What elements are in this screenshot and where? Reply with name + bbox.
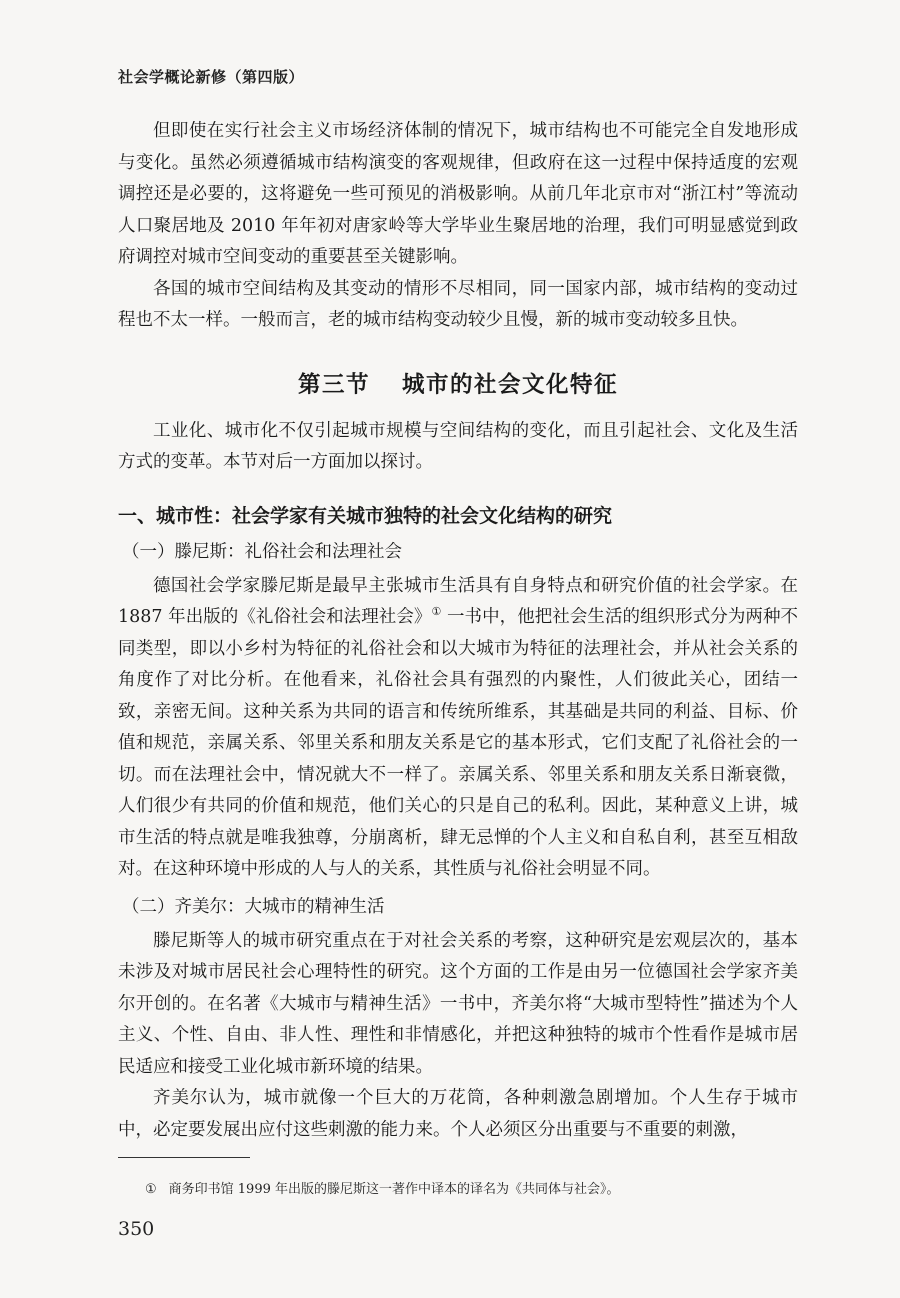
page-number: 350 [118,1218,155,1240]
part-2-heading: （二）齐美尔：大城市的精神生活 [122,896,385,917]
main-content [118,116,798,1146]
running-header: 社会学概论新修（第四版） [118,68,305,86]
paragraph-1: 但即使在实行社会主义市场经济体制的情况下，城市结构也不可能完全自发地形成与变化。虽然必须遵循城市结构演变的客观规律，但政府在这一过程中保持适度的宏观调控还是必要的，这将避免一些可预见的消极影响。从前几年北京市对“浙江村”等流动人口聚居地及 2010 年年初对唐家岭等大学毕业生聚居地的治理，我们可明显感觉到政府调控对城市空间变动的重要甚至关键影响。 [118,121,798,267]
footnote-divider [118,1157,250,1158]
footnote-reference[interactable]: ① [431,605,442,619]
subsection-heading: 一、城市性：社会学家有关城市独特的社会文化结构的研究 [118,504,613,527]
part-1-text-a: 德国社会学家滕尼斯是最早主张城市生活具有自身特点和研究价值的社会学家。在 1887 年出版的《礼俗社会和法理社会》 [118,575,798,627]
part-1-heading: （一）滕尼斯：礼俗社会和法理社会 [122,541,402,562]
footnote-mark: ① [145,1182,157,1197]
section-title-text: 城市的社会文化特征 [402,371,619,398]
paragraph-2: 各国的城市空间结构及其变动的情形不尽相同，同一国家内部，城市结构的变动过程也不太一样。一般而言，老的城市结构变动较少且慢，新的城市变动较多且快。 [118,278,798,330]
section-number: 第三节 [297,371,370,398]
section-heading [118,367,798,399]
footnote [145,1178,620,1197]
footnote-text: 商务印书馆 1999 年出版的滕尼斯这一著作中译本的译名为《共同体与社会》。 [168,1182,620,1197]
section-intro: 工业化、城市化不仅引起城市规模与空间结构的变化，而且引起社会、文化及生活方式的变革。本节对后一方面加以探讨。 [118,420,798,472]
part-1-paragraph [118,571,798,886]
part-2-paragraph-1: 滕尼斯等人的城市研究重点在于对社会关系的考察，这种研究是宏观层次的，基本未涉及对城市居民社会心理特性的研究。这个方面的工作是由另一位德国社会学家齐美尔开创的。在名著《大城市与精神生活》一书中，齐美尔将“大城市型特性”描述为个人主义、个性、自由、非人性、理性和非情感化，并把这种独特的城市个性看作是城市居民适应和接受工业化城市新环境的结果。 [118,930,798,1077]
part-2-paragraph-2: 齐美尔认为，城市就像一个巨大的万花筒，各种刺激急剧增加。个人生存于城市中，必定要发展出应付这些刺激的能力来。个人必须区分出重要与不重要的刺激， [118,1088,798,1140]
part-1-text-b: 一书中，他把社会生活的组织形式分为两种不同类型，即以小乡村为特征的礼俗社会和以大城市为特征的法理社会，并从社会关系的角度作了对比分析。在他看来，礼俗社会具有强烈的内聚性，人们彼此关心，团结一致，亲密无间。这种关系为共同的语言和传统所维系，其基础是共同的利益、目标、价值和规范，亲属关系、邻里关系和朋友关系是它的基本形式，它们支配了礼俗社会的一切。而在法理社会中，情况就大不一样了。亲属关系、邻里关系和朋友关系日渐衰微，人们很少有共同的价值和规范，他们关心的只是自己的私利。因此，某种意义上讲，城市生活的特点就是唯我独尊，分崩离析，肆无忌惮的个人主义和自私自利，甚至互相敌对。在这种环境中形成的人与人的关系，其性质与礼俗社会明显不同。 [118,607,798,879]
